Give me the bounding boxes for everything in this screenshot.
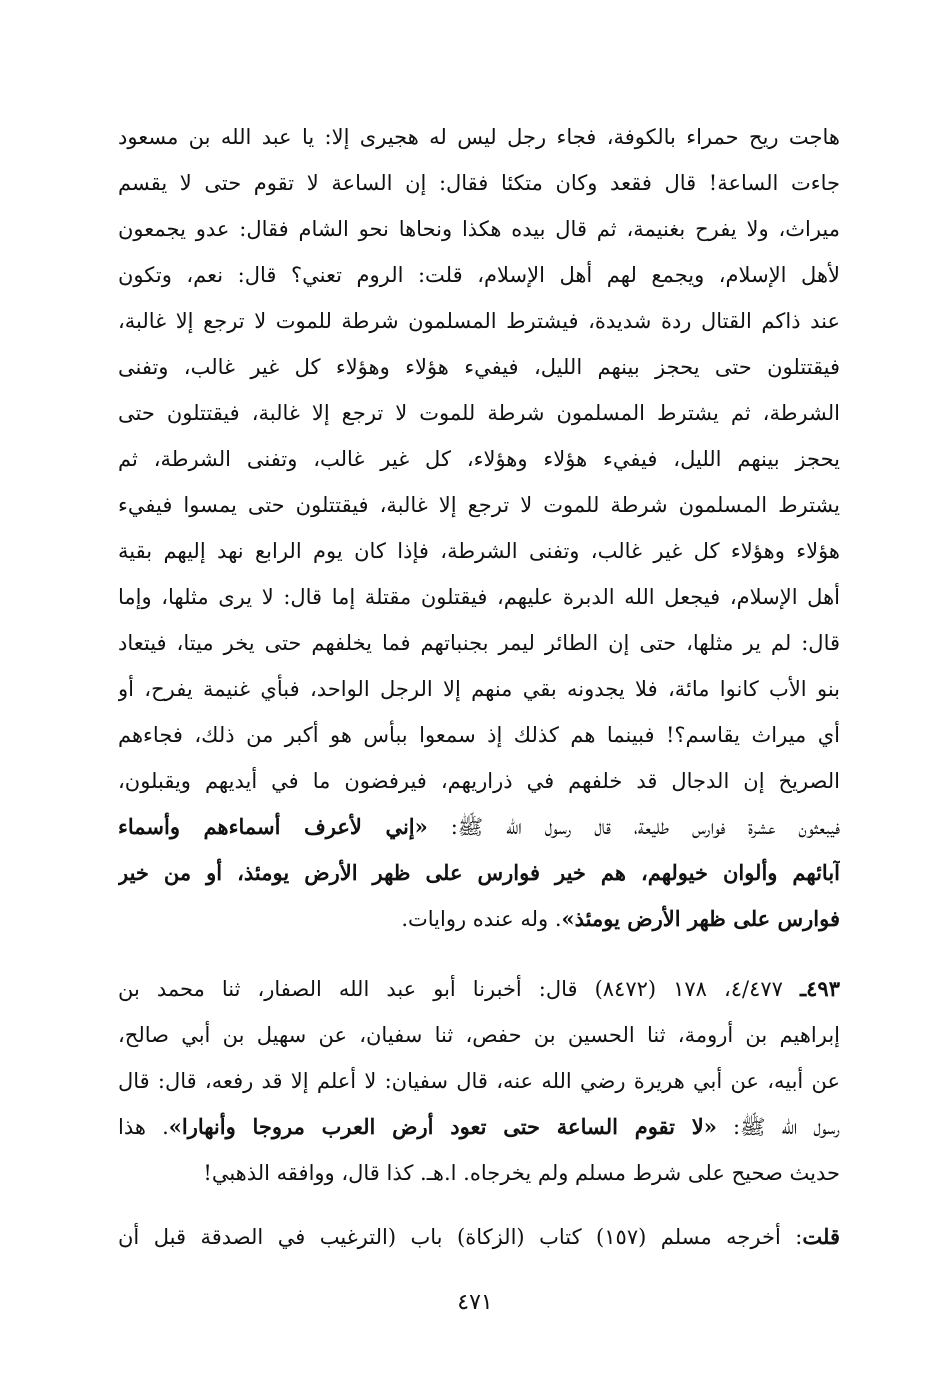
text-line: إبراهيم بن أرومة، ثنا الحسين بن حفص، ثنا سفيان، عن سهيل بن أبي صالح،	[118, 1023, 840, 1047]
hadith-quote-bold: «لا تقوم الساعة حتى تعود أرض العرب مروجا وأنهارا»	[168, 1114, 717, 1139]
text-line: يشترط المسلمون شرطة للموت لا ترجع إلا غالبة، فيقتتلون حتى يمسوا فيفيء	[118, 493, 840, 517]
text-line: يحجز بينهم الليل، فيفيء هؤلاء وهؤلاء، كل غير غالب، وتفنى الشرطة، ثم	[118, 447, 840, 471]
text-line	[118, 804, 840, 850]
text-line: ميراث، ولا يفرح بغنيمة، ثم قال بيده هكذا ونحاها نحو الشام فقال: عدو يجمعون	[118, 217, 840, 241]
paragraph-hadith-493	[118, 966, 840, 1196]
plain-text: . هذا	[118, 1115, 169, 1139]
text-line: هؤلاء وهؤلاء كل غير غالب، وتفنى الشرطة، فإذا كان يوم الرابع نهد إليهم بقية	[118, 539, 840, 563]
text-line: فيقتتلون حتى يحجز بينهم الليل، فيفيء هؤلاء وهؤلاء كل غير غالب، وتفنى	[118, 355, 840, 379]
text-line: عند ذاكم القتال ردة شديدة، فيشترط المسلمون شرطة للموت لا ترجع إلا غالبة،	[118, 309, 840, 333]
hadith-quote-bold: فوارس على ظهر الأرض يومئذ»	[561, 906, 840, 931]
page-number: ٤٧١	[457, 1290, 493, 1315]
plain-text: ٤/٤٧٧، ١٧٨ (٨٤٧٢) قال: أخبرنا أبو عبد الله الصفار، ثنا محمد بن	[118, 977, 800, 1001]
paragraph-commentary	[118, 1214, 840, 1260]
plain-text: : أخرجه مسلم (١٥٧) كتاب (الزكاة) باب (الترغيب في الصدقة قبل أن	[118, 1225, 803, 1249]
plain-text: . وله عنده روايات.	[401, 907, 562, 931]
text-line: لأهل الإسلام، ويجمع لهم أهل الإسلام، قلت: الروم تعني؟ قال: نعم، وتكون	[118, 263, 840, 287]
text-line: أي ميراث يقاسم؟! فبينما هم كذلك إذ سمعوا ببأس هو أكبر من ذلك، فجاءهم	[118, 723, 840, 747]
text-line: بنو الأب كانوا مائة، فلا يجدونه بقي منهم إلا الرجل الواحد، فبأي غنيمة يفرح، أو	[118, 677, 840, 701]
text-line	[118, 896, 840, 942]
text-line: الصريخ إن الدجال قد خلفهم في ذراريهم، فيرفضون ما في أيديهم ويقبلون،	[118, 769, 840, 793]
text-line	[118, 1104, 840, 1150]
text-line: عن أبيه، عن أبي هريرة رضي الله عنه، قال سفيان: لا أعلم إلا قد رفعه، قال: قال	[118, 1069, 840, 1093]
text-line: قال: لم ير مثلها، حتى إن الطائر ليمر بجنباتهم فما يخلفهم حتى يخر ميتا، فيتعاد	[118, 631, 840, 655]
plain-text: رسول الله ﷺ:	[716, 1115, 840, 1139]
text-line: أهل الإسلام، فيجعل الله الدبرة عليهم، فيقتلون مقتلة إما قال: لا يرى مثلها، وإما	[118, 585, 840, 609]
text-line: الشرطة، ثم يشترط المسلمون شرطة للموت لا ترجع إلا غالبة، فيقتتلون حتى	[118, 401, 840, 425]
text-line: هاجت ريح حمراء بالكوفة، فجاء رجل ليس له هجيرى إلا: يا عبد الله بن مسعود	[118, 125, 840, 149]
hadith-number: ٤٩٣ـ	[800, 976, 840, 1001]
plain-text: فيبعثون عشرة فوارس طليعة، قال رسول الله ﷺ:	[427, 815, 840, 839]
hadith-quote-bold-line: آبائهم وألوان خيولهم، هم خير فوارس على ظهر الأرض يومئذ، أو من خير	[118, 860, 840, 885]
text-line	[118, 966, 840, 1012]
paragraph-hadith-text	[118, 114, 840, 942]
text-line: حديث صحيح على شرط مسلم ولم يخرجاه. ا.هـ. كذا قال، ووافقه الذهبي!	[203, 1161, 840, 1185]
text-line: جاءت الساعة! قال فقعد وكان متكئا فقال: إن الساعة لا تقوم حتى لا يقسم	[118, 171, 840, 195]
text-line	[118, 1214, 840, 1260]
hadith-quote-bold: «إني لأعرف أسماءهم وأسماء	[118, 814, 428, 839]
commentary-label: قلت	[802, 1224, 840, 1249]
